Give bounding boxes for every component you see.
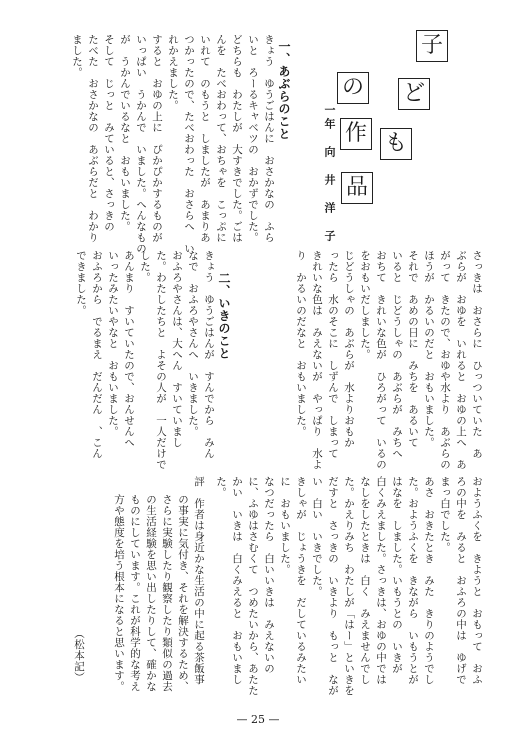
title-char-6: 品: [341, 172, 373, 204]
commentary-line: の生活経験を思い出したりして、確かな: [145, 494, 157, 692]
section1-line: れかえました。: [167, 34, 179, 111]
section1-cont-line: がって きたので、おゆや水より あぶらの: [439, 250, 451, 470]
section2-cont-line: なつだったら 白いいきは みえないの: [263, 476, 275, 674]
section2-cont-line: だすと さっきの いきより もっと なが: [327, 476, 339, 696]
section2-cont-line: た。おようふくを きながら いもうとが: [407, 476, 419, 685]
section1-line: すると おゆの上に ぴかぴかするものが: [151, 34, 163, 243]
section1-line: そして じっと みていると、さっきの: [103, 34, 115, 232]
title-char-2: ど: [398, 78, 430, 110]
section2-cont-line: に、ふゆはさむくて つめたいから、あたた: [247, 476, 259, 696]
section2-line: おふろやさんは、大へん すいていまし: [171, 250, 183, 448]
section1-cont-line: いると じどうしゃの あぶらが みちへ: [391, 250, 403, 459]
section2-cont-line: おようふくを きようと おもって おふ: [471, 476, 483, 685]
section2-cont-line: あさ おきたとき みた きりのようでし: [423, 476, 435, 685]
section1-line: たべた おさかなの あぶらだと わかり: [87, 34, 99, 243]
section2-line: おふろから でるまえ だんだん 、こん: [91, 250, 103, 459]
section1-line: どちらも わたしが 大すきでした。ごは: [231, 34, 243, 243]
section2-line: した。: [139, 250, 151, 283]
section2-cont-line: 白くみえました。さっきは、おゆの中では: [375, 476, 387, 685]
section1-line: つかったので、たべおわった おさらへ い: [183, 34, 195, 254]
section1-line: いっぱい うかんで いました。へんなもの: [135, 34, 147, 254]
section2-cont-line: きしゃが じょうきを だしているみたい: [295, 476, 307, 685]
commentary-signature: （松本記）: [73, 628, 85, 683]
section1-cont-line: きれいな色は みえないが やっぱり 水よ: [311, 250, 323, 470]
section2-cont-line: ろの中を みると おふろの中は ゆげで: [455, 476, 467, 685]
title-char-3: も: [380, 128, 412, 160]
section1-cont-line: ったら 水のそこに しずんで しまって: [327, 250, 339, 459]
title-char-1: 子: [416, 30, 448, 62]
section1-cont-line: おちて きれいな色が ひろがって いるの: [375, 250, 387, 470]
section2-line: た。わたしたちと よその人が 一人だけで: [155, 250, 167, 470]
commentary-line: 方や態度を培う根本になると思います。: [113, 494, 125, 692]
section1-cont-line: さっきは おさらに ひっついていた あ: [471, 250, 483, 459]
title-char-4: の: [337, 72, 369, 104]
section1-heading: 一、あぶらのこと: [277, 40, 291, 140]
author-byline: 一年 向 井 洋 子: [323, 104, 336, 244]
section2-cont-line: い 白い いきでした。: [311, 476, 323, 597]
section2-cont-line: に おもいました。: [279, 476, 291, 575]
section2-line: できました。: [75, 250, 87, 316]
section1-cont-line: ぶらが おゆを いれると おゆの上へ あ: [455, 250, 467, 470]
section2-cont-line: なしをしたときは 白く みえませんでし: [359, 476, 371, 685]
section1-cont-line: ほうが かるいのだと おもいました。: [423, 250, 435, 448]
section2-cont-line: た。かえりみち わたしが「はー」といきを: [343, 476, 355, 696]
section1-cont-line: それで あめの日に みちを あるいて: [407, 250, 419, 448]
commentary-line: ものにしています。これが科学的な考え: [129, 494, 141, 692]
section1-cont-line: じどうしゃの あぶらが 水よりおもか: [343, 250, 355, 448]
section1-cont-line: り かるいのだなと おもいました。: [295, 250, 307, 437]
section2-line: あんまり すいていたので、おんせんへ: [123, 250, 135, 448]
section1-line: んを たべおわって、おちゃを こっぷに: [215, 34, 227, 243]
section2-line: いったみたいやなと おもいました。: [107, 250, 119, 437]
title-char-5: 作: [340, 118, 372, 150]
section1-line: が うかんでいるなと おもいました。: [119, 34, 131, 232]
commentary-line: 評 作者は身近かな生活の中に起る茶飯事: [193, 476, 205, 685]
section2-cont-line: まっ白でした。: [439, 476, 451, 553]
section2-cont-line: かい いきは 白くみえると おもいまし: [231, 476, 243, 685]
section2-line: きょう ゆうごはんが すんでから みん: [203, 250, 215, 459]
commentary-line: の事実に気付き、それを解決するため、: [177, 494, 189, 692]
section1-line: いと ろーるキャベツの おかずでした。: [247, 34, 259, 243]
section2-cont-line: た。: [215, 476, 227, 498]
commentary-line: さらに実験したり観察したり類似の過去: [161, 494, 173, 692]
section1-line: きょう ゆうごはんに おさかなの ふら: [263, 34, 275, 243]
section2-line: なで おふろやさんへ いきました。: [187, 250, 199, 437]
section2-cont-line: はなを しました。いもうとの いきが: [391, 476, 403, 674]
section1-line: いれて のもうと しましたが あまりあ: [199, 34, 211, 243]
section1-cont-line: をおもいだしました。: [359, 250, 371, 360]
page-number: — 25 —: [236, 713, 280, 726]
section1-line: ました。: [71, 34, 83, 78]
section2-heading: 二、いきのこと: [217, 272, 231, 360]
